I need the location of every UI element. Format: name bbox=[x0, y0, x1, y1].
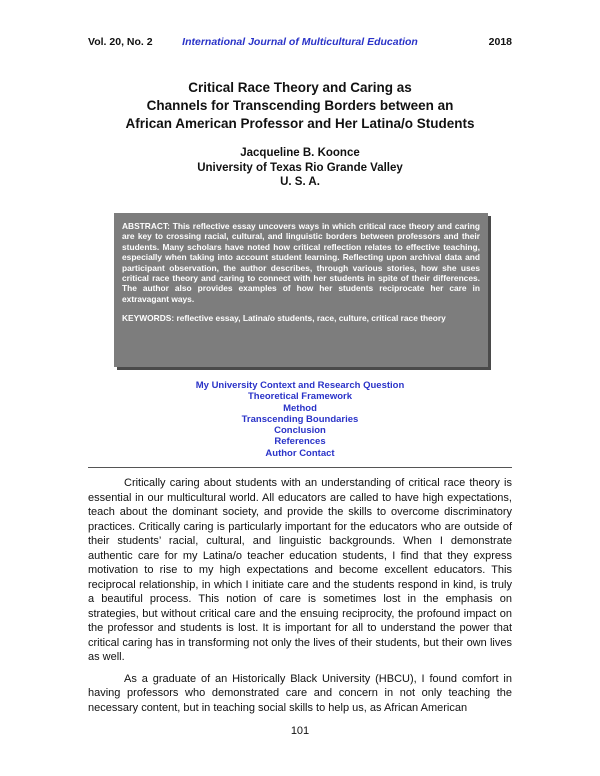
author-affiliation: University of Texas Rio Grande Valley bbox=[197, 161, 403, 174]
body-paragraph: As a graduate of an Historically Black University (HBCU), I found comfort in having professors who demonstrated care and concern in not only teaching the necessary content, but in teaching social skills to help us, as African American bbox=[88, 672, 512, 714]
author-name: Jacqueline B. Koonce bbox=[240, 147, 360, 159]
toc-link-method[interactable]: Method bbox=[283, 402, 317, 414]
journal-name: International Journal of Multicultural Education bbox=[182, 36, 418, 48]
toc-link-transcending[interactable]: Transcending Boundaries bbox=[241, 413, 359, 425]
keywords-text: KEYWORDS: reflective essay, Latina/o students, race, culture, critical race theory bbox=[122, 313, 446, 324]
abstract-box bbox=[114, 213, 488, 367]
abstract-text: ABSTRACT: This reflective essay uncovers ways in which critical race theory and caring are key to crossing racial, cultural, and linguistic borders between professors and their students. Many scholars have noted how critical reflection relates to effective teaching, especially when taking into account student learning. Reflecting upon archival data and participant observation, the author describes, through various stories, how she uses critical race theory and caring to connect with her students in spite of their differences. The author also provides examples of how her students reciprocate her care in extravagant ways. bbox=[122, 221, 480, 304]
title-line: Critical Race Theory and Caring as bbox=[188, 80, 412, 95]
toc-link-references[interactable]: References bbox=[274, 436, 326, 448]
toc-link-conclusion[interactable]: Conclusion bbox=[274, 425, 326, 437]
title-line: African American Professor and Her Latina/o Students bbox=[125, 116, 475, 131]
year-label: 2018 bbox=[488, 36, 512, 48]
body-paragraph: Critically caring about students with an understanding of critical race theory is essential in our multicultural world. All educators are called to have high expectations, teach about the dominant society, and provide the skills to overcome discriminatory practices. Critically caring is particularly important for the educators who are outside of their students’ racial, cultural, and linguistic backgrounds. When I demonstrate authentic care for my Latina/o teacher education students, I find that they express motivation to rise to my high expectations and become excellent educators. This reciprocal relationship, in which I initiate care and the students respond in kind, is truly a beautiful process. This notion of care is sometimes lost in the emphasis on strategies, but without critical care and the ensuing reciprocity, the profound impact on the professor and students is lost. It is important for all to understand the power that critical caring has in transforming not only the lives of their students, but their own lives as well. bbox=[88, 477, 512, 663]
running-header bbox=[88, 36, 512, 50]
volume-label: Vol. 20, No. 2 bbox=[88, 36, 153, 48]
toc-link-context[interactable]: My University Context and Research Question bbox=[195, 380, 405, 391]
table-of-contents bbox=[100, 380, 500, 459]
body-text bbox=[88, 476, 512, 715]
author-country: U. S. A. bbox=[280, 176, 320, 188]
author-block bbox=[100, 146, 500, 190]
title-line: Channels for Transcending Borders between an bbox=[146, 98, 454, 113]
section-divider bbox=[88, 467, 512, 468]
article-title bbox=[60, 79, 540, 133]
toc-link-author-contact[interactable]: Author Contact bbox=[265, 447, 335, 459]
toc-link-framework[interactable]: Theoretical Framework bbox=[247, 391, 352, 403]
page-number: 101 bbox=[290, 725, 310, 737]
